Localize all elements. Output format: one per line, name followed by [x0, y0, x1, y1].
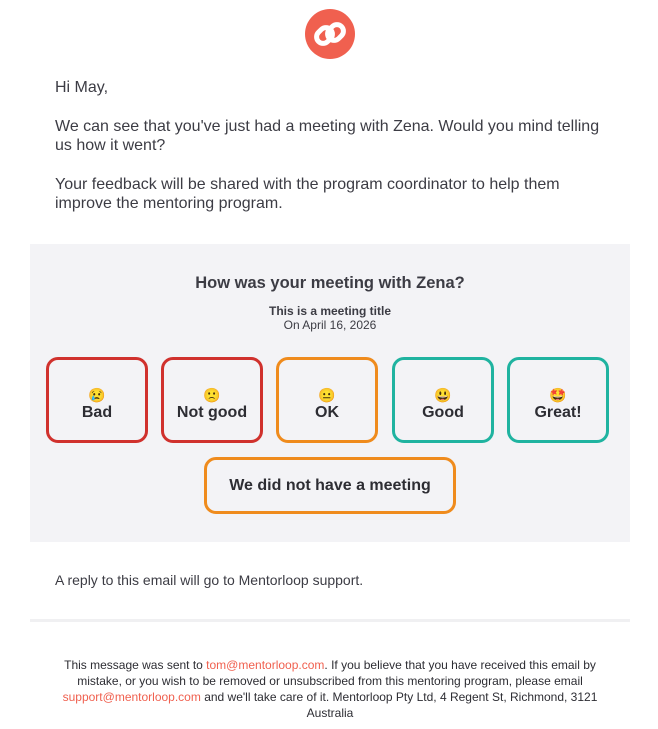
mentorloop-logo-icon	[305, 9, 355, 59]
feedback-question: How was your meeting with Zena?	[195, 274, 465, 292]
feedback-paragraph: Your feedback will be shared with the program coordinator to help them improve the mentoring program.	[55, 176, 560, 212]
rating-ok-button[interactable]	[276, 357, 378, 443]
frowning-face-icon: 🙁	[203, 387, 221, 403]
crying-face-icon: 😢	[88, 387, 106, 403]
rating-good-button[interactable]	[392, 357, 494, 443]
footer-text-part: and we'll take care of it. Mentorloop Pty Ltd, 4 Regent St, Richmond, 3121 Australia	[200, 690, 598, 720]
grinning-face-icon: 😃	[434, 387, 452, 403]
rating-not-good-button[interactable]	[161, 357, 263, 443]
star-struck-face-icon: 🤩	[549, 387, 567, 403]
footer-text-part: This message was sent to	[64, 658, 207, 672]
neutral-face-icon: 😐	[318, 387, 336, 403]
meeting-title: This is a meeting title	[268, 304, 392, 318]
divider	[30, 619, 630, 622]
no-meeting-button[interactable]: We did not have a meeting	[204, 457, 456, 514]
footer-text	[55, 657, 605, 721]
rating-label: Good	[422, 404, 464, 421]
intro-paragraph: We can see that you've just had a meeting with Zena. Would you mind telling us how it went?	[55, 118, 600, 154]
feedback-panel	[30, 244, 630, 542]
meeting-date: On April 16, 2026	[283, 318, 377, 332]
support-email-link[interactable]: support@mentorloop.com	[62, 690, 201, 704]
rating-label: OK	[315, 404, 339, 421]
rating-label: Great!	[534, 404, 582, 421]
rating-label: Bad	[81, 404, 113, 421]
rating-bad-button[interactable]	[46, 357, 148, 443]
reply-note: A reply to this email will go to Mentorloop support.	[55, 572, 364, 588]
greeting: Hi May,	[55, 79, 109, 96]
rating-great-button[interactable]	[507, 357, 609, 443]
email-intro	[55, 78, 615, 213]
recipient-email-link[interactable]: tom@mentorloop.com	[206, 658, 325, 672]
footer-text-part: . If you believe that you have received this email by mistake, or you wish to be removed or unsubscribed from this mentoring program, please email	[77, 658, 596, 688]
rating-label: Not good	[176, 404, 248, 421]
